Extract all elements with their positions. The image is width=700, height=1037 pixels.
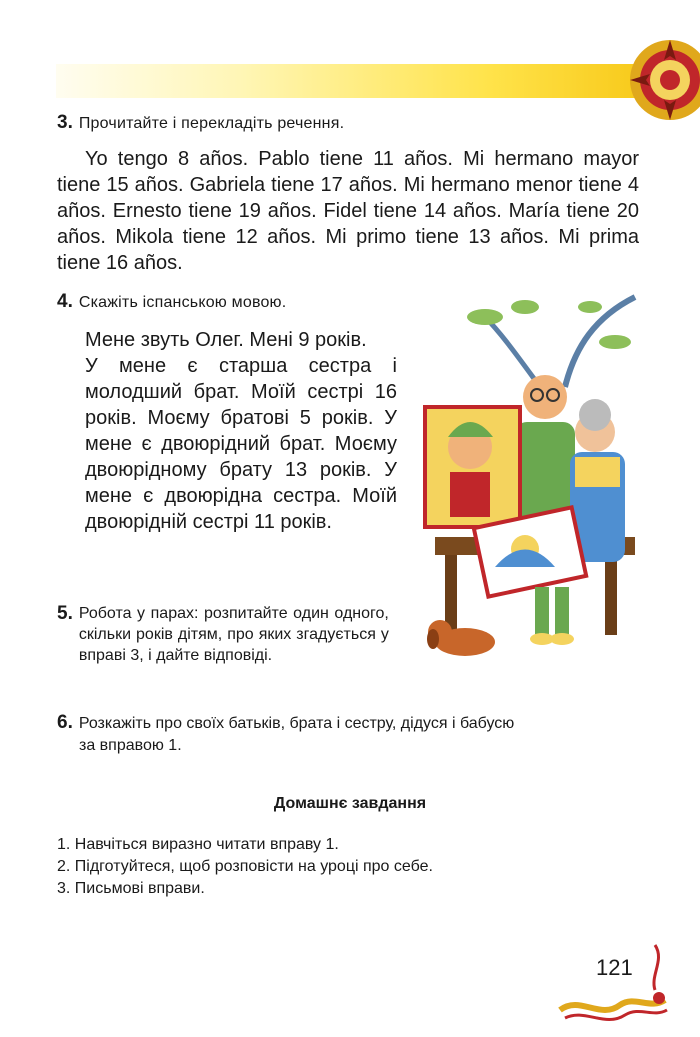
header-band <box>56 64 676 98</box>
exercise-3-text: Yo tengo 8 años. Pablo tiene 11 años. Mi hermano mayor tiene 15 años. Gabriela tiene 17 años. Mi hermano menor tiene 4 años. Ernesto tiene 19 años. Fidel tiene 14 años. María tiene 20 años. Mikola tiene 12 años. Mi primo tiene 13 años. Mi prima tiene 16 años. <box>57 148 639 274</box>
homework-list <box>57 834 433 900</box>
exercise-number: 3. <box>57 112 73 133</box>
exercise-instruction: Скажіть іспанською мовою. <box>78 294 287 311</box>
exercise-number: 4. <box>57 291 73 312</box>
footer-ornament-icon <box>555 940 675 1030</box>
header-ornament-icon <box>620 30 700 130</box>
exercise-4-heading <box>57 291 286 313</box>
exercise-5-text: Робота у парах: розпитайте один одного, скільки років дітям, про яких згадується у вправі 3, і дайте відповіді. <box>78 605 389 664</box>
homework-item: 3. Письмові вправи. <box>57 880 205 897</box>
exercise-6-text-line1: Розкажіть про своїх батьків, брата і сестру, дідуся і бабусю <box>78 715 515 732</box>
exercise-number: 6. <box>57 712 73 733</box>
exercise-3-heading <box>57 112 344 134</box>
exercise-instruction: Прочитайте і перекладіть речення. <box>78 115 345 132</box>
homework-item: 2. Підготуйтеся, щоб розповісти на уроці про себе. <box>57 858 433 875</box>
paragraph: Мене звуть Олег. Мені 9 років. <box>85 329 367 351</box>
homework-title: Домашнє завдання <box>273 795 427 812</box>
homework-item: 1. Навчіться виразно читати вправу 1. <box>57 836 339 853</box>
page-number: 121 <box>596 955 633 980</box>
exercise-4-text <box>85 327 397 535</box>
exercise-5 <box>57 603 397 666</box>
exercise-6 <box>57 712 642 757</box>
exercise-6-text-line2: за вправою 1. <box>79 737 182 754</box>
exercise-number: 5. <box>57 603 73 624</box>
family-illustration <box>415 287 645 679</box>
paragraph: У мене є старша сестра і молодший брат. Моїй сестрі 16 років. Моєму братові 5 років. У мене є двоюрідний брат. Моєму двоюрідному брату 13 років. У мене є двоюрідна сестра. Моїй двоюрідній сестрі 11 років. <box>85 355 397 533</box>
